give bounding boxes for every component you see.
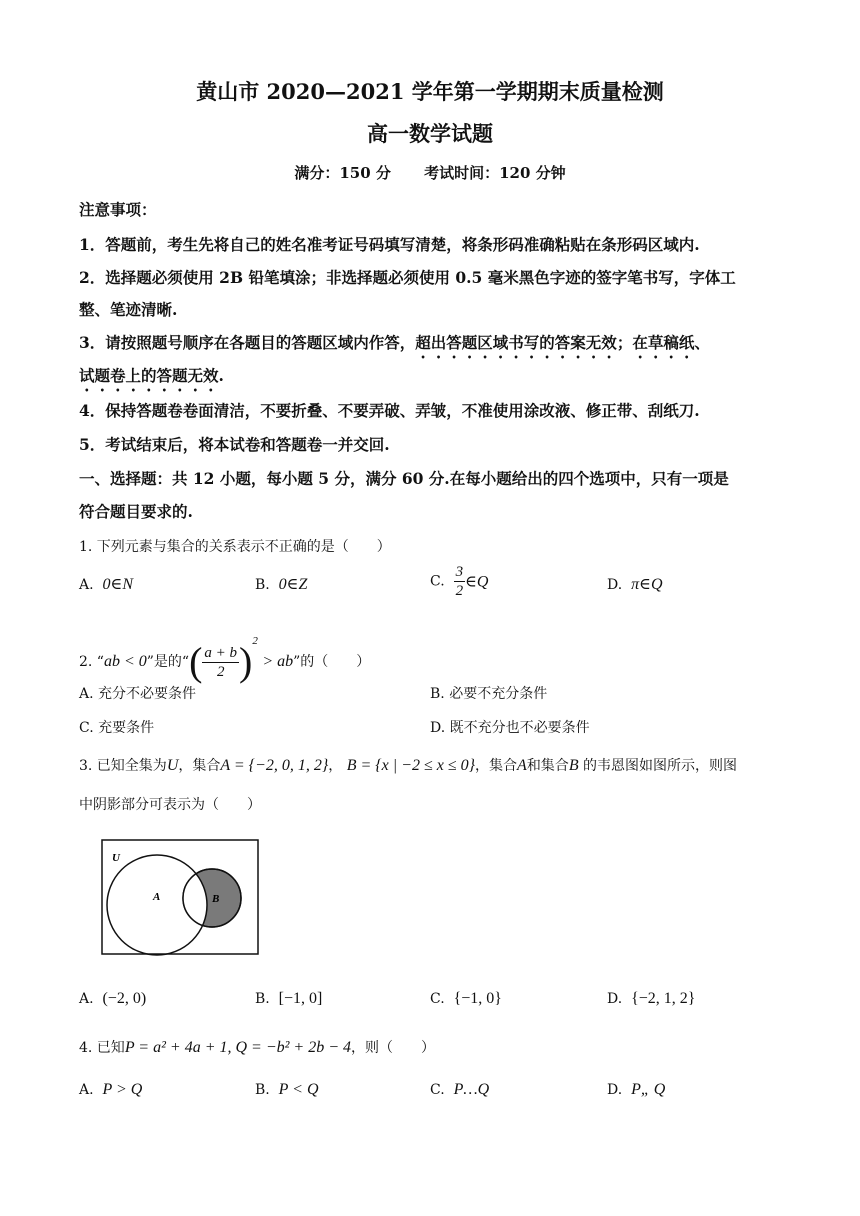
emphasis-text: 在草稿纸、 [632,333,710,352]
question-2-stem: 2. “ab < 0”是的“( $\frac{a + b}{2}$ )$^2$ > ab”的（ ） [79,635,371,684]
q1-option-d: D. π∈Q [607,576,663,593]
question-3-line2: 中阴影部分可表示为（ ） [79,797,261,813]
q2-option-b: B. 必要不充分条件 [430,686,548,702]
note-4: 4．保持答题卷卷面清洁，不要折叠、不要弄破、弄皱，不准使用涂改液、修正带、刮纸刀. [79,401,700,420]
emphasis-text: 超出答题区域书写的答案无效 [415,333,617,352]
note-5: 5．考试结束后，将本试卷和答题卷一并交回. [79,435,390,454]
q1-option-b: B. 0∈Z [255,576,308,593]
q3-option-d: D. {−2, 1, 2} [607,990,696,1007]
venn-label-u: U [112,852,120,864]
q2-option-a: A. 充分不必要条件 [79,686,197,702]
note-2-line2: 整、笔迹清晰. [79,300,178,319]
q3-option-a: A. (−2, 0) [79,990,147,1007]
question-1-stem: 1. 下列元素与集合的关系表示不正确的是（ ） [79,539,391,555]
q2-option-c: C. 充要条件 [79,720,155,736]
q2-option-d: D. 既不充分也不必要条件 [430,720,590,736]
venn-label-a: A [153,891,161,903]
q4-option-a: A. P > Q [79,1081,143,1098]
q3-option-c: C. {−1, 0} [430,990,502,1007]
exam-subtitle: 高一数学试题 [367,121,493,146]
full-score: 满分：150 分 [294,164,391,182]
question-4-stem: 4. 已知P = a² + 4a + 1, Q = −b² + 2b − 4，则（ ） [79,1039,436,1056]
note-1: 1．答题前，考生先将自己的姓名准考证号码填写清楚，将条形码准确粘贴在条形码区域内. [79,235,700,254]
q4-option-b: B. P < Q [255,1081,319,1098]
emphasis-text: 试题卷上的答题无效 [79,366,219,385]
note-2-line1: 2．选择题必须使用 2B 铅笔填涂；非选择题必须使用 0.5 毫米黑色字迹的签字笔书写，字体工 [79,268,736,287]
exam-info [0,162,860,183]
note-3-line1: 3．请按照题号顺序在各题目的答题区域内作答，超出答题区域书写的答案无效；在草稿纸、 [79,333,710,352]
section-1-line1: 一、选择题：共 12 小题，每小题 5 分，满分 60 分.在每小题给出的四个选项中，只有一项是 [79,469,729,488]
question-3-line1: 3. 已知全集为U，集合A = {−2, 0, 1, 2}， B = {x | −2 ≤ x ≤ 0}，集合A和集合B 的韦恩图如图所示，则图 [79,757,738,774]
q1-option-a: A. 0∈N [79,576,133,593]
note-3-line2: 试题卷上的答题无效. [79,366,224,385]
fraction: $\frac{3}{2}$ [455,564,464,599]
venn-label-b: B [212,893,220,905]
q1-option-c: C. $\frac{3}{2}$ ∈Q [430,564,489,599]
q3-option-b: B. [−1, 0] [255,990,323,1007]
exam-title: 黄山市 2020—2021 学年第一学期期末质量检测 [196,79,664,104]
fraction: $\frac{a + b}{2}$ [204,644,238,680]
q4-option-d: D. P„ Q [607,1081,666,1098]
section-1-line2: 符合题目要求的. [79,502,193,521]
notes-heading: 注意事项： [79,200,157,219]
exam-time: 考试时间：120 分钟 [424,164,566,182]
venn-diagram [100,838,262,958]
q4-option-c: C. P…Q [430,1081,490,1098]
